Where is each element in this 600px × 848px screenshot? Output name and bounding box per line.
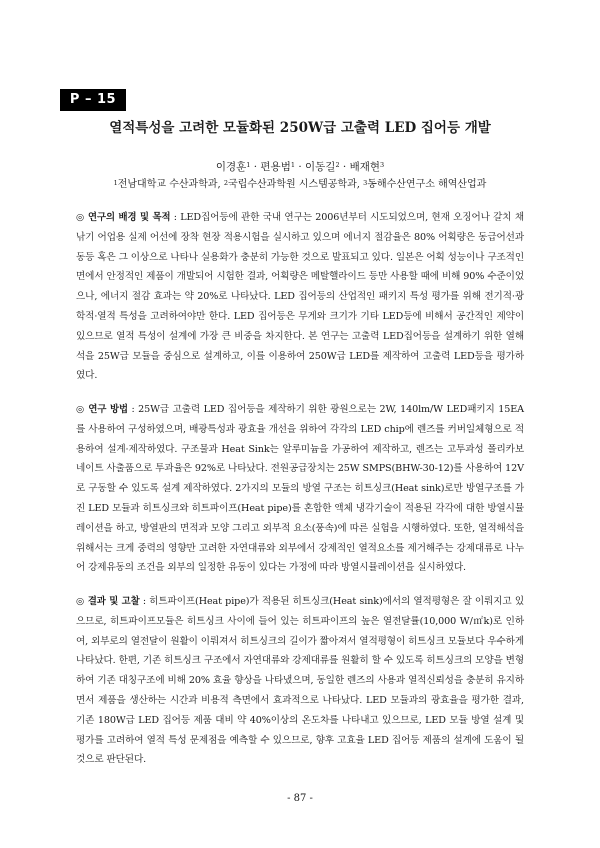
section-body: : LED집어등에 관한 국내 연구는 2006년부터 시도되었으며, 현재 오징어나 갈치 채낚기 어업용 실제 어선에 장착 현장 적용시험을 실시하고 있으며 에너지 절감율은 80% 어획량은 동급어선과 동등 혹은 그 이상으로 나타나 실용화가 충분히 가능한 것으로 발표되고 있다. 일본은 어획 성능이나 구조적인 면에서 안정적인 제품이 개발되어 시험한 결과, 어획량은 메탈핼라이드 등만 사용할 때에 비해 90% 수준이었으나, 에너지 절감 효과는 약 20%로 나타났다. LED 집어등의 산업적인 패키지 특성 평가를 위해 전기적·광학적·열적 특성을 고려하여야만 한다. LED 집어등은 무게와 크기가 기타 LED등에 비해서 공간적인 제약이 있으므로 열적 특성이 설계에 가장 큰 비중을 차지한다. 본 연구는 고출력 LED집어등을 설계하기 위한 열해석을 25W급 모듈을 중심으로 설계하고, 이를 이용하여 250W급 LED를 제작하여 고출력 LED등을 평가하였다. — [76, 212, 524, 382]
paper-title: 열적특성을 고려한 모듈화된 250W급 고출력 LED 집어등 개발 — [109, 120, 491, 136]
section-method — [76, 400, 524, 578]
section-heading: ◎ 연구 방법 — [76, 404, 128, 415]
affiliation: 전남대학교 수산과학과, — [117, 179, 224, 190]
section-result — [76, 592, 524, 770]
page-number: - 87 - — [287, 793, 313, 804]
author-name: 배재현 — [349, 161, 381, 173]
affiliation: 국립수산과학원 시스템공학과, — [228, 179, 364, 190]
section-body: : 히트파이프(Heat pipe)가 적용된 히트싱크(Heat sink)에서의 열적평형은 잘 이뤄지고 있으므로, 히트파이프모듈은 히트싱크 사이에 들어 있는 히트파이프의 높은 열전달률(10,000 W/㎡k)로 인하여, 외부로의 열전달이 원활이 이뤄져서 히트싱크의 길이가 짧아져서 열적평형이 히트싱크 모듈보다 우수하게 나타났다. 한편, 기존 히트싱크 구조에서 자연대류와 강제대류를 원활히 할 수 있도록 히트싱크의 모양을 변형하여 기존 대칭구조에 비해 20% 효율 향상을 나타냈으며, 동일한 렌즈의 사용과 열적신뢰성을 충분히 유지하면서 제품을 생산하는 시간과 비용적 측면에서 효과적으로 나타났다. LED 모듈과의 광효율을 평가한 결과, 기존 180W급 LED 집어등 제품 대비 약 40%이상의 온도차를 나타내고 있으므로, LED 모듈 방열 설계 및 평가를 고려하여 열적 특성 문제점을 예측할 수 있으므로, 향후 고효율 LED 집어등 제품의 설계에 도움이 될 것으로 판단된다. — [76, 596, 524, 766]
affiliation: 동해수산연구소 해역산업과 — [367, 179, 487, 190]
section-body: : 25W급 고출력 LED 집어등을 제작하기 위한 광원으로는 2W, 140lm/W LED패키지 15EA를 사용하여 구성하였으며, 배광특성과 광효율 개선을 위하여 각각의 LED chip에 렌즈를 커버일체형으로 적용하여 설계·제작하였다. 구조물과 Heat Sink는 알루미늄을 가공하여 제작하고, 렌즈는 고투과성 폴리카보네이트 사출품으로 투과율은 92%로 나타났다. 전원공급장치는 25W SMPS(BHW-30-12)를 사용하여 12V로 구동할 수 있도록 설계 제작하였다. 2가지의 모듈의 방열 구조는 히트싱크(Heat sink)로만 방열구조를 가진 LED 모듈과 히트싱크와 히트파이프(Heat pipe)를 혼합한 액체 냉각기술이 적용된 각각에 대한 방열시뮬레이션을 하고, 방열판의 면적과 모양 그리고 외부적 요소(풍속)에 따른 실험을 시행하였다. 또한, 열적해석을 위해서는 크게 중력의 영향만 고려한 자연대류와 외부에서 강제적인 열적요소를 제거해주는 강제대류로 나누어 강제유동의 조건을 외부의 일정한 유동이 있다는 가정에 따라 방열시뮬레이션을 실시하였다. — [76, 404, 524, 574]
section-background — [76, 208, 524, 386]
section-heading: ◎ 연구의 배경 및 목적 — [76, 212, 171, 223]
author-name: 이경훈 — [215, 161, 247, 173]
author-list: 이경훈$^1$ · 편용범$^1$ · 이동길$^2$ · 배재현$^3$ — [215, 161, 385, 173]
author-name: 편용범 — [260, 161, 291, 173]
author-name: 이동길 — [305, 161, 336, 173]
affiliation-list: $^1$전남대학교 수산과학과, $^2$국립수산과학원 시스템공학과, $^3$동해수산연구소 해역산업과 — [113, 179, 487, 190]
section-heading: ◎ 결과 및 고찰 — [76, 596, 140, 607]
paper-id-badge: P – 15 — [60, 89, 126, 111]
